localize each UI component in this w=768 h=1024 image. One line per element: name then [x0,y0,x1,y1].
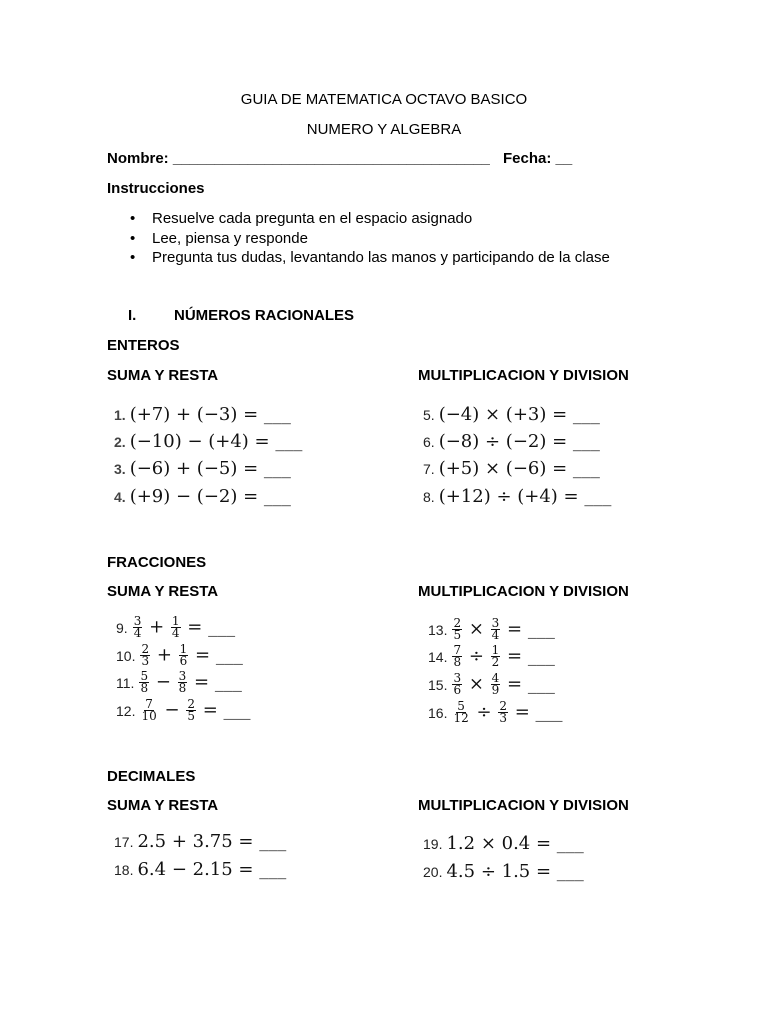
fraction: $\frac{3}{6}$ [453,671,462,697]
exercise-4: 4. (+9) − (−2) = ___ [114,486,291,507]
exercise-5: 5. (−4) × (+3) = ___ [423,404,600,425]
exercise-20: 20. 4.5 ÷ 1.5 = ___ [423,861,584,882]
exercise-1: 1. (+7) + (−3) = ___ [114,404,291,425]
fraction: $\frac{5}{8}$ [140,669,149,695]
exercise-13: 13. $\frac{2}{5}$ × $\frac{3}{4}$ = ___ [428,616,555,642]
fraction: $\frac{1}{2}$ [491,643,500,669]
decimales-left-heading: SUMA Y RESTA [107,797,219,814]
section-number: I. [128,307,137,324]
exercise-6: 6. (−8) ÷ (−2) = ___ [423,431,600,452]
instruction-item: • Pregunta tus dudas, levantando las manos y participando de la clase [128,248,610,268]
enteros-right-heading: MULTIPLICACION Y DIVISION [418,367,629,384]
fracciones-left-heading: SUMA Y RESTA [107,583,219,600]
decimales-heading: DECIMALES [107,768,196,785]
exercise-8: 8. (+12) ÷ (+4) = ___ [423,486,612,507]
exercise-7: 7. (+5) × (−6) = ___ [423,458,600,479]
section-title: NÚMEROS RACIONALES [174,307,355,324]
fraction: $\frac{2}{5}$ [187,697,195,723]
exercise-16: 16. $\frac{5}{12}$ ÷ $\frac{2}{3}$ = ___ [428,699,563,725]
fraction: $\frac{3}{4}$ [491,616,500,642]
fraction: $\frac{1}{6}$ [179,642,188,668]
fraction: $\frac{2}{3}$ [499,699,507,725]
fraction: $\frac{7}{10}$ [141,697,157,723]
exercise-11: 11. $\frac{5}{8}$ − $\frac{3}{8}$ = ___ [116,669,242,695]
exercise-18: 18. 6.4 − 2.15 = ___ [114,859,287,880]
fracciones-heading: FRACCIONES [107,554,207,571]
exercise-2: 2. (−10) − (+4) = ___ [114,431,303,452]
exercise-10: 10. $\frac{2}{3}$ + $\frac{1}{6}$ = ___ [116,642,243,668]
exercise-12: 12. $\frac{7}{10}$ − $\frac{2}{5}$ = ___ [116,697,251,723]
exercise-9: 9. $\frac{3}{4}$ + $\frac{1}{4}$ = ___ [116,614,236,640]
fracciones-right-heading: MULTIPLICACION Y DIVISION [418,583,629,600]
enteros-heading: ENTEROS [107,337,180,354]
name-field-label: Nombre: ______________________________________ [107,150,490,167]
exercise-3: 3. (−6) + (−5) = ___ [114,458,291,479]
fraction: $\frac{2}{5}$ [453,616,462,642]
fraction: $\frac{7}{8}$ [453,643,462,669]
exercise-15: 15. $\frac{3}{6}$ × $\frac{4}{9}$ = ___ [428,671,555,697]
fraction: $\frac{4}{9}$ [491,671,500,697]
instruction-item: • Lee, piensa y responde [128,229,610,249]
decimales-right-heading: MULTIPLICACION Y DIVISION [418,797,629,814]
date-field-label: Fecha: __ [503,150,573,167]
enteros-left-heading: SUMA Y RESTA [107,367,219,384]
fraction: $\frac{2}{3}$ [141,642,150,668]
instruction-item: • Resuelve cada pregunta en el espacio asignado [128,209,610,229]
fraction: $\frac{3}{8}$ [178,669,187,695]
page-title: GUIA DE MATEMATICA OCTAVO BASICO [240,91,528,108]
fraction: $\frac{3}{4}$ [133,614,142,640]
page-subtitle: NUMERO Y ALGEBRA [306,121,462,138]
fraction: $\frac{1}{4}$ [171,614,180,640]
instructions-heading: Instrucciones [107,180,205,197]
exercise-14: 14. $\frac{7}{8}$ ÷ $\frac{1}{2}$ = ___ [428,643,555,669]
exercise-17: 17. 2.5 + 3.75 = ___ [114,831,287,852]
exercise-19: 19. 1.2 × 0.4 = ___ [423,833,584,854]
fraction: $\frac{5}{12}$ [453,699,469,725]
instructions-list [128,209,610,268]
